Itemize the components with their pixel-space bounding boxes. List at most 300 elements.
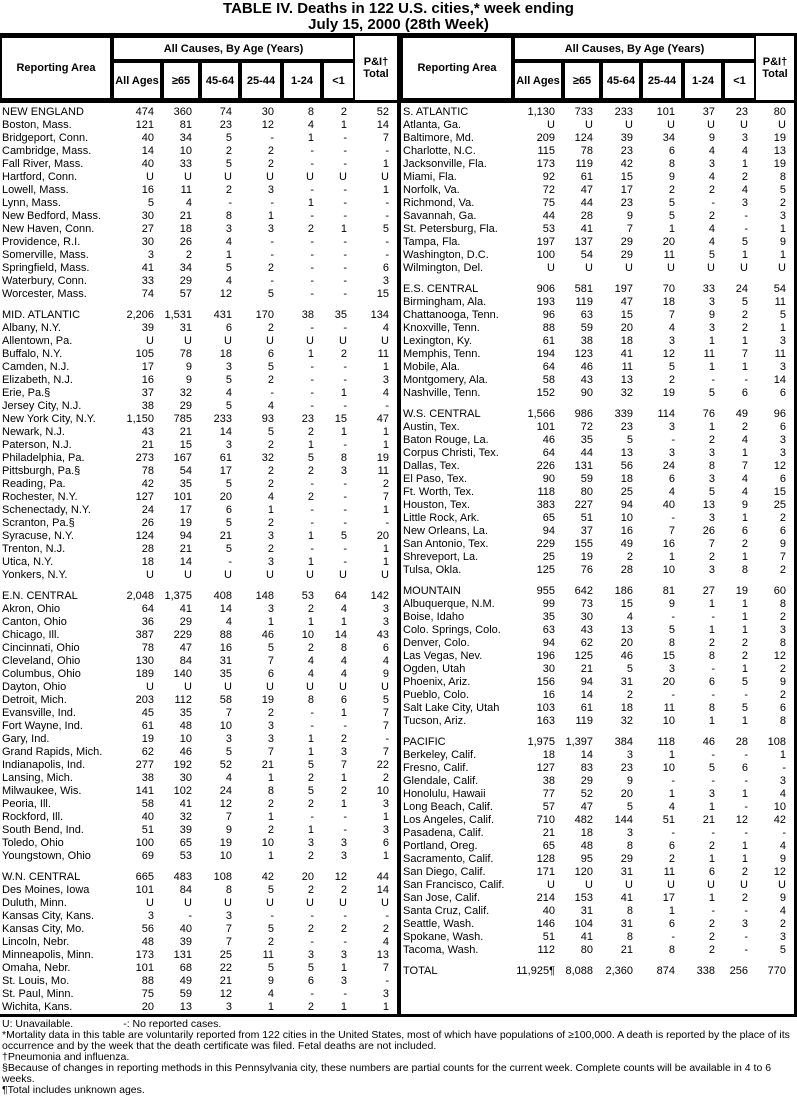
city-row: [401, 788, 794, 801]
value-cell: -: [310, 158, 314, 170]
city-row: [0, 452, 397, 465]
value-cell: 44: [580, 447, 593, 459]
reporting-area-cell: Tacoma, Wash.: [403, 944, 479, 956]
reporting-area-cell: Atlanta, Ga.: [403, 119, 462, 131]
value-cell: 124: [574, 132, 593, 144]
value-cell: 35: [219, 668, 232, 680]
col-header-all-ages: All Ages: [513, 61, 563, 100]
reporting-area-cell: Paterson, N.J.: [2, 439, 72, 451]
value-cell: 1: [340, 223, 347, 235]
value-cell: 1: [382, 504, 389, 516]
value-cell: 101: [173, 491, 192, 503]
value-cell: 1: [340, 962, 347, 974]
value-cell: 2: [340, 106, 347, 118]
value-cell: 35: [179, 707, 192, 719]
city-row: [401, 564, 794, 577]
value-cell: 41: [580, 223, 593, 235]
value-cell: 53: [179, 850, 192, 862]
reporting-area-cell: PACIFIC: [403, 736, 446, 748]
value-cell: 146: [536, 918, 555, 930]
value-cell: 5: [225, 374, 232, 386]
reporting-area-cell: Las Vegas, Nev.: [403, 650, 483, 662]
value-cell: 2: [708, 210, 715, 222]
value-cell: 105: [135, 348, 154, 360]
city-row: [401, 434, 794, 447]
value-cell: 3: [340, 949, 347, 961]
value-cell: 7: [225, 923, 232, 935]
reporting-area-header: Reporting Area: [0, 36, 112, 100]
value-cell: 3: [225, 223, 232, 235]
value-cell: -: [343, 322, 347, 334]
reporting-area-cell: Albuquerque, N.M.: [403, 598, 495, 610]
city-row: [0, 413, 397, 426]
value-cell: 8: [741, 564, 748, 576]
value-cell: 9: [267, 975, 274, 987]
value-cell: 2: [267, 262, 274, 274]
value-cell: U: [224, 335, 232, 347]
reporting-area-cell: San Jose, Calif.: [403, 892, 481, 904]
value-cell: 1: [307, 746, 314, 758]
reporting-area-cell: Birmingham, Ala.: [403, 296, 487, 308]
value-cell: 2: [668, 853, 675, 865]
value-cell: 8: [307, 694, 314, 706]
value-cell: -: [270, 387, 274, 399]
value-cell: 21: [261, 759, 274, 771]
value-cell: 4: [382, 655, 389, 667]
value-cell: 2: [225, 184, 232, 196]
value-cell: 100: [536, 249, 555, 261]
reporting-area-cell: TOTAL: [403, 965, 438, 977]
value-cell: 21: [179, 210, 192, 222]
value-cell: -: [343, 361, 347, 373]
value-cell: 8: [340, 642, 347, 654]
reporting-area-cell: Toledo, Ohio: [2, 837, 64, 849]
value-cell: U: [381, 171, 389, 183]
value-cell: 194: [536, 348, 555, 360]
value-cell: -: [385, 400, 389, 412]
value-cell: 197: [614, 283, 633, 295]
value-cell: 31: [620, 918, 633, 930]
value-cell: 4: [225, 616, 232, 628]
city-row: [401, 262, 794, 275]
value-cell: 6: [779, 702, 786, 714]
value-cell: 64: [542, 447, 555, 459]
value-cell: -: [310, 543, 314, 555]
value-cell: 75: [141, 988, 154, 1000]
value-cell: 9: [779, 538, 786, 550]
value-cell: -: [343, 478, 347, 490]
value-cell: U: [339, 681, 347, 693]
value-cell: 229: [173, 629, 192, 641]
value-cell: 41: [179, 798, 192, 810]
city-row: [0, 543, 397, 556]
value-cell: 47: [580, 801, 593, 813]
value-cell: 15: [620, 309, 633, 321]
region-row: [0, 309, 397, 322]
value-cell: 23: [620, 762, 633, 774]
value-cell: 74: [219, 106, 232, 118]
value-cell: -: [744, 801, 748, 813]
value-cell: 1,397: [565, 736, 593, 748]
value-cell: 2: [708, 551, 715, 563]
value-cell: -: [343, 210, 347, 222]
value-cell: 3: [267, 223, 274, 235]
value-cell: 581: [574, 283, 593, 295]
value-cell: 3: [741, 918, 748, 930]
value-cell: 119: [575, 715, 593, 727]
value-cell: 170: [255, 309, 274, 321]
value-cell: -: [744, 749, 748, 761]
value-cell: 1: [741, 335, 748, 347]
value-cell: 6: [779, 473, 786, 485]
value-cell: 46: [261, 629, 274, 641]
value-cell: 6: [225, 322, 232, 334]
value-cell: U: [224, 569, 232, 581]
reporting-area-cell: Sacramento, Calif.: [403, 853, 494, 865]
value-cell: 7: [267, 655, 274, 667]
value-cell: U: [381, 897, 389, 909]
value-cell: 10: [179, 733, 192, 745]
value-cell: -: [671, 931, 675, 943]
value-cell: 6: [741, 762, 748, 774]
value-cell: 2: [779, 564, 786, 576]
value-cell: 119: [575, 296, 593, 308]
value-cell: 19: [773, 158, 786, 170]
region-row: [401, 283, 794, 296]
value-cell: 1: [267, 1001, 274, 1013]
value-cell: 2: [267, 798, 274, 810]
value-cell: 2: [741, 866, 748, 878]
city-row: [401, 171, 794, 184]
value-cell: -: [310, 707, 314, 719]
value-cell: 33: [141, 275, 154, 287]
value-cell: 28: [580, 210, 593, 222]
value-cell: 5: [147, 197, 154, 209]
reporting-area-cell: Mobile, Ala.: [403, 361, 460, 373]
city-row: [0, 811, 397, 824]
value-cell: 7: [382, 720, 389, 732]
reporting-area-cell: Houston, Tex.: [403, 499, 471, 511]
value-cell: 20: [301, 871, 314, 883]
city-row: [401, 918, 794, 931]
value-cell: 8: [340, 452, 347, 464]
value-cell: -: [343, 132, 347, 144]
value-cell: 61: [580, 702, 593, 714]
reporting-area-cell: Shreveport, La.: [403, 551, 479, 563]
value-cell: 6: [779, 421, 786, 433]
value-cell: 57: [542, 801, 555, 813]
value-cell: 8: [626, 840, 633, 852]
value-cell: 1: [779, 322, 786, 334]
value-cell: U: [547, 262, 555, 274]
value-cell: 1: [382, 556, 389, 568]
value-cell: 7: [779, 551, 786, 563]
value-cell: 4: [340, 668, 347, 680]
city-row: [0, 145, 397, 158]
value-cell: 8: [779, 637, 786, 649]
value-cell: 3: [147, 249, 154, 261]
value-cell: 4: [708, 171, 715, 183]
value-cell: -: [343, 197, 347, 209]
value-cell: U: [585, 879, 593, 891]
value-cell: 6: [382, 642, 389, 654]
value-cell: -: [270, 132, 274, 144]
value-cell: 3: [708, 512, 715, 524]
value-cell: 4: [307, 655, 314, 667]
city-row: [401, 335, 794, 348]
value-cell: 3: [382, 798, 389, 810]
value-cell: 2: [185, 249, 192, 261]
value-cell: 3: [382, 616, 389, 628]
value-cell: 34: [179, 132, 192, 144]
reporting-area-cell: San Diego, Calif.: [403, 866, 486, 878]
value-cell: 43: [141, 426, 154, 438]
value-cell: 3: [779, 624, 786, 636]
value-cell: 46: [580, 361, 593, 373]
value-cell: 73: [580, 598, 593, 610]
value-cell: 18: [620, 335, 633, 347]
city-row: [0, 132, 397, 145]
value-cell: 18: [620, 473, 633, 485]
reporting-area-cell: St. Paul, Minn.: [2, 988, 74, 1000]
value-cell: 95: [580, 853, 593, 865]
value-cell: 81: [662, 585, 675, 597]
value-cell: 1: [225, 249, 232, 261]
reporting-area-cell: Portland, Oreg.: [403, 840, 478, 852]
value-cell: 3: [225, 733, 232, 745]
value-cell: 3: [779, 361, 786, 373]
value-cell: 28: [620, 564, 633, 576]
reporting-area-cell: Denver, Colo.: [403, 637, 470, 649]
value-cell: -: [711, 905, 715, 917]
value-cell: 1: [708, 361, 715, 373]
value-cell: 9: [779, 853, 786, 865]
value-cell: 130: [135, 655, 154, 667]
value-cell: 26: [702, 525, 715, 537]
legend-no-cases: -: No reported cases.: [123, 1018, 222, 1030]
city-row: [401, 361, 794, 374]
city-row: [0, 936, 397, 949]
city-row: [0, 262, 397, 275]
table-header-right: [401, 36, 794, 103]
value-cell: -: [385, 517, 389, 529]
city-row: [401, 447, 794, 460]
value-cell: 1: [741, 853, 748, 865]
value-cell: 3: [267, 720, 274, 732]
value-cell: 10: [261, 837, 274, 849]
city-row: [401, 762, 794, 775]
value-cell: 5: [225, 478, 232, 490]
value-cell: -: [310, 478, 314, 490]
value-cell: 3: [307, 837, 314, 849]
value-cell: 19: [773, 132, 786, 144]
value-cell: 131: [173, 949, 192, 961]
value-cell: -: [310, 249, 314, 261]
value-cell: 1,975: [527, 736, 555, 748]
value-cell: U: [667, 879, 675, 891]
value-cell: 15: [620, 598, 633, 610]
reporting-area-cell: Washington, D.C.: [403, 249, 489, 261]
value-cell: 12: [219, 988, 232, 1000]
value-cell: 383: [536, 499, 555, 511]
value-cell: 11: [377, 348, 389, 360]
value-cell: -: [310, 361, 314, 373]
value-cell: 15: [662, 650, 675, 662]
value-cell: 5: [741, 676, 748, 688]
value-cell: -: [385, 236, 389, 248]
value-cell: 1: [708, 335, 715, 347]
value-cell: U: [146, 335, 154, 347]
value-cell: 8: [779, 715, 786, 727]
region-row: [401, 736, 794, 749]
value-cell: 14: [580, 689, 593, 701]
reporting-area-cell: Lansing, Mich.: [2, 772, 73, 784]
value-cell: 2: [307, 603, 314, 615]
reporting-area-cell: Norfolk, Va.: [403, 184, 460, 196]
value-cell: 65: [179, 837, 192, 849]
value-cell: 46: [620, 650, 633, 662]
value-cell: 19: [376, 452, 389, 464]
value-cell: 60: [773, 585, 786, 597]
value-cell: 7: [382, 707, 389, 719]
value-cell: 5: [708, 387, 715, 399]
value-cell: 6: [668, 840, 675, 852]
value-cell: -: [270, 197, 274, 209]
value-cell: 4: [779, 788, 786, 800]
value-cell: 5: [267, 361, 274, 373]
value-cell: U: [266, 897, 274, 909]
value-cell: 41: [620, 348, 633, 360]
city-row: [0, 556, 397, 569]
value-cell: 37: [141, 387, 154, 399]
value-cell: 214: [536, 892, 555, 904]
reporting-area-cell: MOUNTAIN: [403, 585, 461, 597]
value-cell: 3: [779, 434, 786, 446]
value-cell: 1: [382, 184, 389, 196]
value-cell: 3: [225, 1001, 232, 1013]
value-cell: 65: [542, 512, 555, 524]
value-cell: 986: [574, 408, 593, 420]
pi-total-header: [355, 36, 397, 100]
value-cell: 3: [779, 447, 786, 459]
value-cell: 9: [779, 236, 786, 248]
reporting-area-cell: Fort Wayne, Ind.: [2, 720, 83, 732]
value-cell: 1: [267, 210, 274, 222]
city-row: [0, 629, 397, 642]
value-cell: 24: [219, 785, 232, 797]
value-cell: 39: [179, 936, 192, 948]
city-row: [401, 387, 794, 400]
value-cell: 4: [307, 668, 314, 680]
value-cell: 9: [626, 210, 633, 222]
reporting-area-cell: Charlotte, N.C.: [403, 145, 476, 157]
value-cell: 61: [580, 171, 593, 183]
value-cell: 6: [668, 918, 675, 930]
value-cell: 8: [708, 702, 715, 714]
value-cell: 4: [225, 387, 232, 399]
value-cell: 11: [180, 184, 192, 196]
value-cell: 2: [382, 478, 389, 490]
value-cell: 10: [219, 720, 232, 732]
city-row: [401, 624, 794, 637]
value-cell: 1: [382, 361, 389, 373]
reporting-area-cell: Akron, Ohio: [2, 603, 61, 615]
reporting-area-cell: Albany, N.Y.: [2, 322, 61, 334]
value-cell: 53: [542, 223, 555, 235]
pi-total-label: Total: [363, 68, 389, 80]
reporting-area-cell: Duluth, Minn.: [2, 897, 67, 909]
value-cell: 2: [307, 798, 314, 810]
value-cell: 7: [382, 491, 389, 503]
value-cell: 148: [255, 590, 274, 602]
value-cell: 90: [542, 473, 555, 485]
city-row: [401, 309, 794, 322]
value-cell: 134: [370, 309, 389, 321]
value-cell: 1: [741, 598, 748, 610]
value-cell: 5: [267, 288, 274, 300]
value-cell: U: [146, 681, 154, 693]
reporting-area-cell: W.N. CENTRAL: [2, 871, 81, 883]
value-cell: -: [310, 720, 314, 732]
value-cell: 17: [219, 465, 232, 477]
value-cell: 100: [135, 837, 154, 849]
value-cell: U: [707, 262, 715, 274]
value-cell: 44: [376, 871, 389, 883]
city-row: [401, 840, 794, 853]
value-cell: 7: [225, 811, 232, 823]
value-cell: 61: [219, 452, 232, 464]
value-cell: -: [343, 249, 347, 261]
value-cell: 6: [668, 473, 675, 485]
value-cell: 123: [574, 348, 593, 360]
value-cell: 42: [261, 871, 274, 883]
value-cell: 31: [179, 322, 192, 334]
city-row: [0, 975, 397, 988]
value-cell: 16: [219, 642, 232, 654]
reporting-area-cell: Lowell, Mass.: [2, 184, 69, 196]
value-cell: 1: [741, 551, 748, 563]
value-cell: 4: [267, 491, 274, 503]
value-cell: 21: [542, 827, 555, 839]
value-cell: 1: [741, 158, 748, 170]
reporting-area-cell: Corpus Christi, Tex.: [403, 447, 499, 459]
city-row: [0, 923, 397, 936]
value-cell: 42: [141, 478, 154, 490]
value-cell: 35: [179, 478, 192, 490]
value-cell: 140: [173, 668, 192, 680]
value-cell: -: [343, 275, 347, 287]
value-cell: -: [711, 663, 715, 675]
value-cell: 2: [267, 543, 274, 555]
value-cell: 40: [662, 499, 675, 511]
value-cell: 197: [536, 236, 555, 248]
value-cell: 29: [620, 249, 633, 261]
value-cell: 8: [668, 944, 675, 956]
city-row: [401, 184, 794, 197]
region-row: [0, 106, 397, 119]
value-cell: 14: [773, 374, 786, 386]
value-cell: 37: [580, 525, 593, 537]
city-row: [0, 655, 397, 668]
value-cell: 3: [668, 421, 675, 433]
value-cell: 7: [668, 525, 675, 537]
value-cell: 4: [708, 145, 715, 157]
value-cell: 29: [620, 236, 633, 248]
col-header-1-24: 1-24: [282, 61, 322, 100]
value-cell: 7: [225, 936, 232, 948]
value-cell: -: [744, 210, 748, 222]
value-cell: 226: [536, 460, 555, 472]
